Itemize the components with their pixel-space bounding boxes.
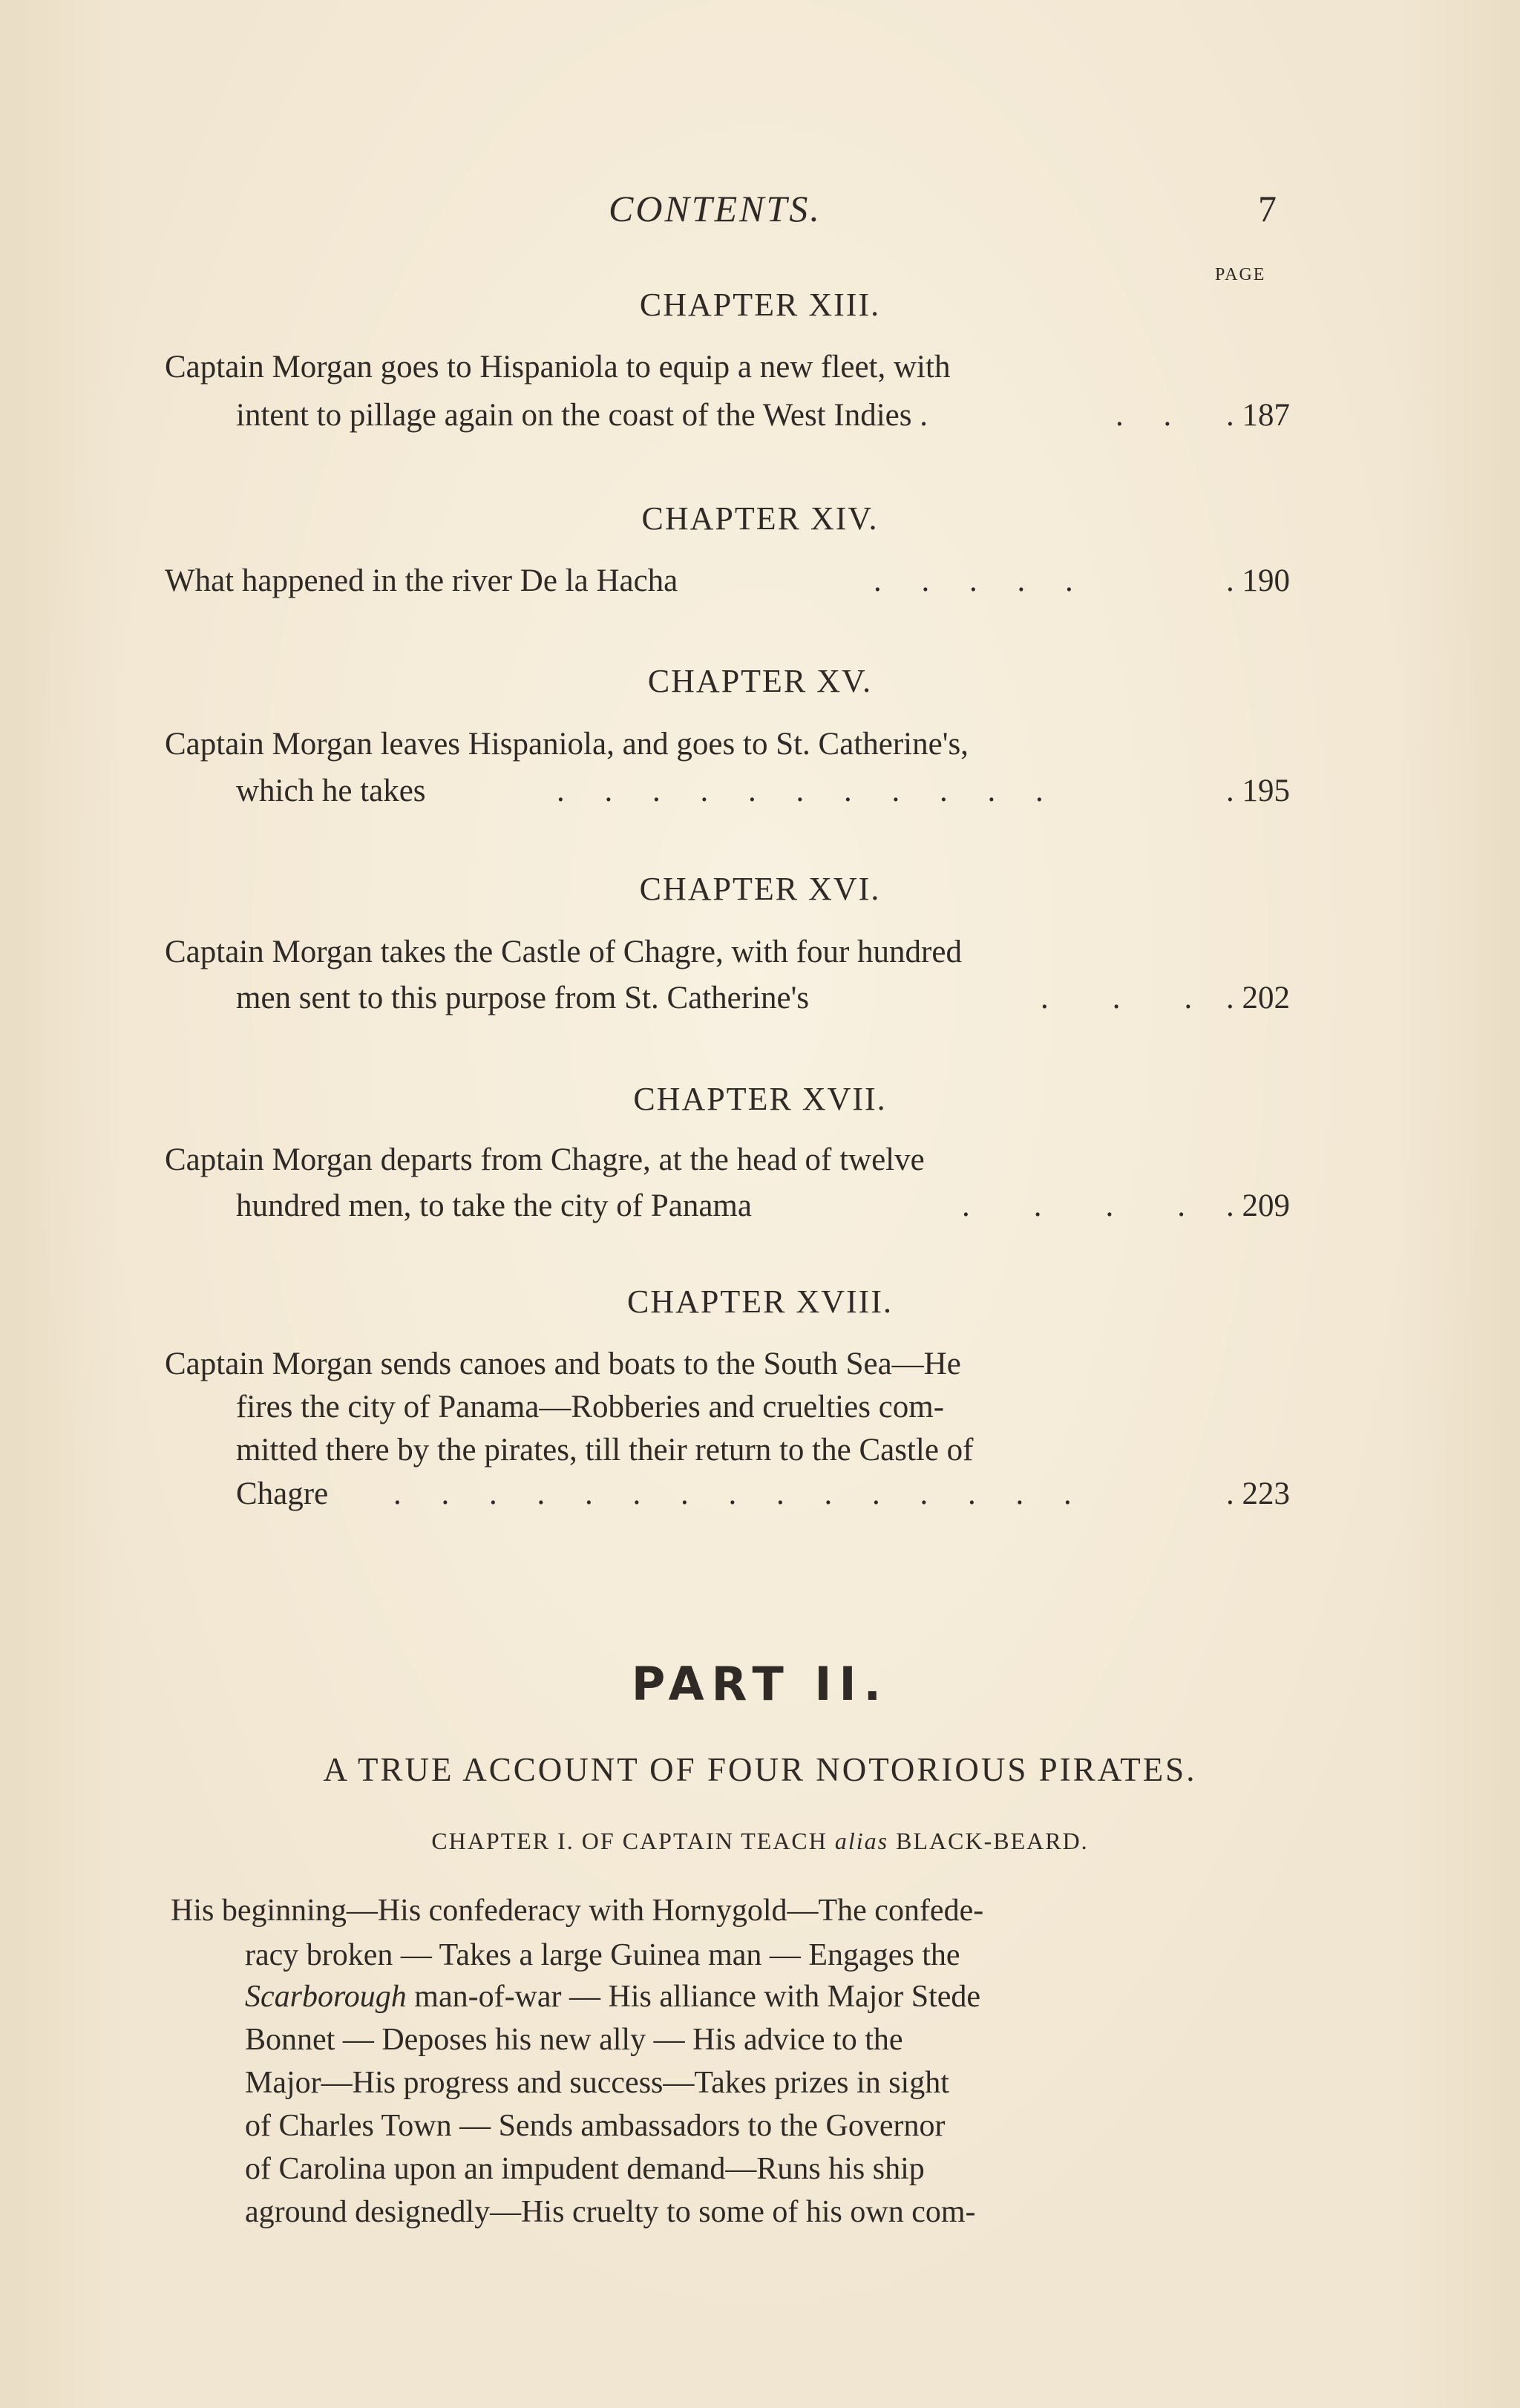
chapter-summary-line: hundred men, to take the city of Panama [236, 1188, 752, 1223]
part-title: PART II. [631, 1657, 889, 1711]
part-chapter-heading [0, 1828, 1520, 1855]
part-summary-line [245, 1979, 980, 2015]
page-reference: . 209 [1226, 1188, 1290, 1223]
part-summary-line: aground designedly—His cruelty to some of his own com- [245, 2195, 976, 2229]
part-summary-line: Major—His progress and success—Takes prizes in sight [245, 2066, 949, 2100]
part-summary-line: Bonnet — Deposes his new ally — His advice to the [245, 2023, 903, 2057]
part-chapter-heading-alias: alias [834, 1828, 889, 1854]
chapter-heading: CHAPTER XVII. [633, 1081, 887, 1117]
part-chapter-heading-name: BLACK-BEARD. [888, 1828, 1089, 1854]
chapter-heading: CHAPTER XVI. [639, 871, 881, 907]
chapter-summary-line: men sent to this purpose from St. Catherine's [236, 981, 810, 1015]
chapter-summary-line: Captain Morgan departs from Chagre, at the head of twelve [165, 1142, 925, 1177]
part-summary-line: of Charles Town — Sends ambassadors to the Governor [245, 2109, 946, 2143]
leader-dots: . . . [1041, 981, 1193, 1015]
part-summary-line: His beginning—His confederacy with Hornygold—The confede- [171, 1894, 984, 1928]
page-reference: . 195 [1226, 773, 1290, 808]
leader-dots: . . . . . . . . . . . [557, 773, 1044, 808]
chapter-summary-line: Captain Morgan sends canoes and boats to the South Sea—He [165, 1347, 961, 1381]
chapter-summary-line: What happened in the river De la Hacha [165, 563, 678, 598]
chapter-heading: CHAPTER XVIII. [627, 1283, 893, 1320]
running-header: CONTENTS. [609, 188, 822, 229]
chapter-summary-line: intent to pillage again on the coast of the West Indies . [236, 398, 928, 433]
part-summary-text: man-of-war — His alliance with Major Stede [406, 1980, 981, 2014]
part-summary-line: of Carolina upon an impudent demand—Runs his ship [245, 2152, 925, 2186]
chapter-heading: CHAPTER XIII. [639, 287, 881, 323]
chapter-summary-line: Captain Morgan goes to Hispaniola to equip a new fleet, with [165, 350, 951, 385]
leader-dots: . . [1116, 398, 1172, 433]
chapter-heading: CHAPTER XIV. [641, 500, 879, 537]
chapter-summary-line: mitted there by the pirates, till their return to the Castle of [236, 1433, 974, 1468]
chapter-summary-line: Captain Morgan leaves Hispaniola, and goes to St. Catherine's, [165, 727, 969, 762]
chapter-summary-line: Chagre [236, 1476, 329, 1511]
page-reference: . 190 [1226, 563, 1290, 598]
page-column-label: PAGE [1215, 265, 1266, 284]
chapter-summary-line: Captain Morgan takes the Castle of Chagre, with four hundred [165, 935, 962, 969]
leader-dots: . . . . . [874, 563, 1073, 598]
chapter-summary-line: fires the city of Panama—Robberies and cruelties com- [236, 1390, 945, 1424]
page-reference: . 223 [1226, 1476, 1290, 1511]
page-reference: . 187 [1226, 398, 1290, 433]
leader-dots: . . . . [962, 1188, 1185, 1223]
page-number: 7 [1258, 188, 1277, 229]
ship-name: Scarborough [245, 1980, 407, 2014]
part-chapter-heading-text: CHAPTER I. OF CAPTAIN TEACH [431, 1828, 835, 1854]
chapter-heading: CHAPTER XV. [647, 663, 873, 699]
part-summary-line: racy broken — Takes a large Guinea man — Engages the [245, 1938, 960, 1972]
part-subtitle: A TRUE ACCOUNT OF FOUR NOTORIOUS PIRATES. [323, 1751, 1197, 1788]
leader-dots: . . . . . . . . . . . . . . . [393, 1476, 1072, 1511]
page-reference: . 202 [1226, 981, 1290, 1015]
chapter-summary-line: which he takes [236, 773, 426, 808]
